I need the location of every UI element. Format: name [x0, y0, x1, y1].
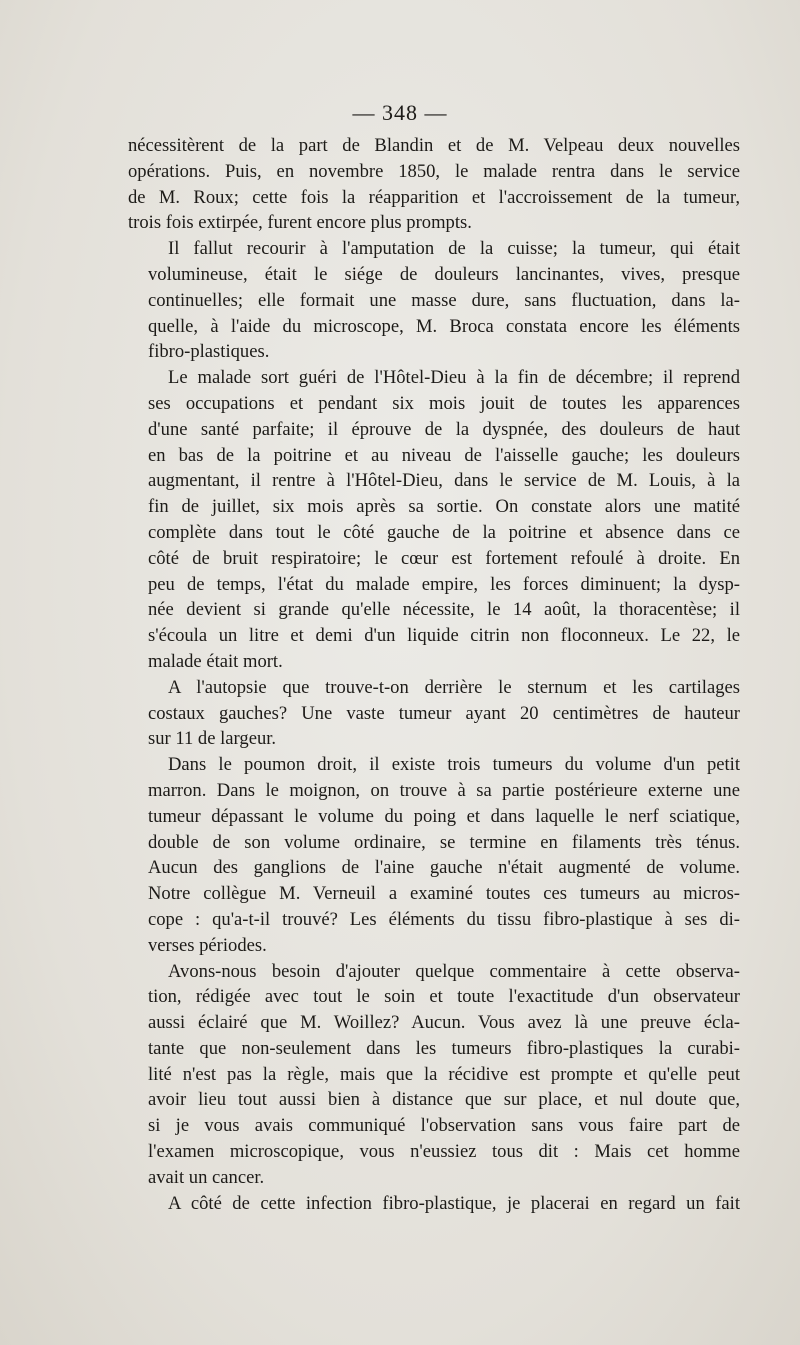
text-line: tion, rédigée avec tout le soin et toute l'exactitude d'un observateur	[148, 986, 740, 1008]
paragraph-3	[128, 365, 740, 675]
body-text	[128, 133, 740, 1216]
text-line: Dans le poumon droit, il existe trois tumeurs du volume d'un petit	[168, 754, 740, 776]
text-line: peu de temps, l'état du malade empire, les forces diminuent; la dysp-	[148, 573, 740, 595]
text-line: malade était mort.	[148, 650, 283, 672]
text-line: A côté de cette infection fibro-plastique, je placerai en regard un fait	[168, 1192, 740, 1214]
text-line: complète dans tout le côté gauche de la poitrine et absence dans ce	[148, 521, 740, 543]
text-line: côté de bruit respiratoire; le cœur est fortement refoulé à droite. En	[148, 547, 740, 569]
text-line: marron. Dans le moignon, on trouve à sa partie postérieure externe une	[148, 779, 740, 801]
paragraph-5	[128, 752, 740, 958]
paragraph-1	[128, 133, 740, 236]
text-line: sur 11 de largeur.	[148, 728, 277, 750]
paragraph-4	[128, 675, 740, 752]
text-line: née devient si grande qu'elle nécessite, le 14 août, la thoracentèse; il	[148, 599, 740, 621]
text-line: fin de juillet, six mois après sa sortie. On constate alors une matité	[148, 496, 740, 518]
text-line: verses périodes.	[148, 934, 267, 956]
text-line: d'une santé parfaite; il éprouve de la dyspnée, des douleurs de haut	[148, 418, 740, 440]
paragraph-7	[128, 1191, 740, 1217]
text-line: si je vous avais communiqué l'observation sans vous faire part de	[148, 1115, 740, 1137]
text-line: trois fois extirpée, furent encore plus prompts.	[128, 212, 472, 234]
text-line: continuelles; elle formait une masse dure, sans fluctuation, dans la-	[148, 289, 740, 311]
text-line: A l'autopsie que trouve-t-on derrière le sternum et les cartilages	[168, 676, 740, 698]
text-line: avait un cancer.	[148, 1166, 265, 1188]
text-line: double de son volume ordinaire, se termine en filaments très ténus.	[148, 831, 740, 853]
text-line: Aucun des ganglions de l'aine gauche n'était augmenté de volume.	[148, 857, 740, 879]
text-line: Il fallut recourir à l'amputation de la cuisse; la tumeur, qui était	[168, 238, 740, 260]
text-line: nécessitèrent de la part de Blandin et de M. Velpeau deux nouvelles	[128, 135, 740, 156]
text-line: cope : qu'a-t-il trouvé? Les éléments du tissu fibro-plastique à ses di-	[148, 908, 740, 930]
text-line: avoir lieu tout aussi bien à distance que sur place, et nul doute que,	[148, 1089, 740, 1111]
text-line: tumeur dépassant le volume du poing et dans laquelle le nerf sciatique,	[148, 805, 740, 827]
text-line: tante que non-seulement dans les tumeurs fibro-plastiques la curabi-	[148, 1037, 740, 1059]
text-line: aussi éclairé que M. Woillez? Aucun. Vous avez là une preuve écla-	[148, 1012, 740, 1034]
text-line: de M. Roux; cette fois la réapparition et l'accroissement de la tumeur,	[128, 186, 740, 208]
text-line: Notre collègue M. Verneuil a examiné toutes ces tumeurs au micros-	[148, 883, 740, 905]
text-line: s'écoula un litre et demi d'un liquide citrin non floconneux. Le 22, le	[148, 625, 740, 647]
paragraph-6	[128, 959, 740, 1191]
text-line: ses occupations et pendant six mois jouit de toutes les apparences	[148, 392, 740, 414]
text-line: augmentant, il rentre à l'Hôtel-Dieu, dans le service de M. Louis, à la	[148, 470, 740, 492]
text-line: quelle, à l'aide du microscope, M. Broca constata encore les éléments	[148, 315, 740, 337]
text-line: l'examen microscopique, vous n'eussiez tous dit : Mais cet homme	[148, 1141, 740, 1163]
text-line: lité n'est pas la règle, mais que la récidive est prompte et qu'elle peut	[148, 1063, 740, 1085]
text-line: opérations. Puis, en novembre 1850, le malade rentra dans le service	[128, 160, 740, 182]
paragraph-2	[128, 236, 740, 365]
text-line: volumineuse, était le siége de douleurs lancinantes, vives, presque	[148, 263, 740, 285]
page-number: — 348 —	[352, 100, 448, 125]
text-line: costaux gauches? Une vaste tumeur ayant 20 centimètres de hauteur	[148, 702, 740, 724]
text-line: en bas de la poitrine et au niveau de l'aisselle gauche; les douleurs	[148, 444, 740, 466]
text-line: Le malade sort guéri de l'Hôtel-Dieu à la fin de décembre; il reprend	[168, 367, 740, 389]
text-line: Avons-nous besoin d'ajouter quelque commentaire à cette observa-	[168, 960, 740, 982]
text-line: fibro-plastiques.	[148, 341, 270, 363]
